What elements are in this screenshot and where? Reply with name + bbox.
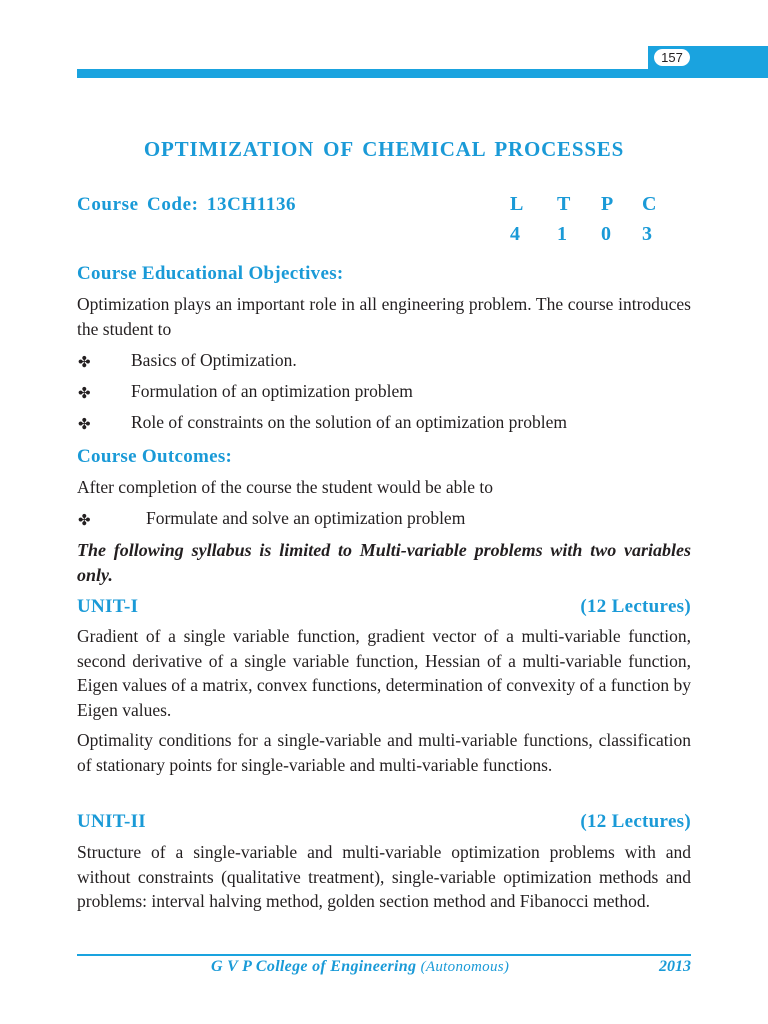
footer-rule [77,954,691,956]
unit-2-lectures: (12 Lectures) [580,811,691,832]
bullet-icon: ✤ [78,386,91,402]
ltpc-header-p: P [601,193,614,215]
footer-autonomous: (Autonomous) [420,959,510,975]
outcomes-heading: Course Outcomes: [77,446,233,467]
objectives-heading: Course Educational Objectives: [77,263,344,284]
objective-item: Basics of Optimization. [131,350,297,370]
header-bar [77,69,768,78]
ltpc-header-l: L [510,193,524,215]
unit-1-lectures: (12 Lectures) [580,596,691,617]
page-number: 157 [654,49,690,66]
unit-1-header [77,596,691,618]
ltpc-value-t: 1 [557,223,567,245]
course-code: Course Code: 13CH1136 [77,194,297,215]
ltpc-header-t: T [557,193,571,215]
unit-2-paragraph-1: Structure of a single-variable and multi-variable optimization problems with and without constraints (qualitative treatment), single-variable optimization methods and problems: interval halving method, golden section method and Fibanocci method. [77,842,691,911]
outcomes-intro: After completion of the course the student would be able to [77,477,493,497]
objectives-intro: Optimization plays an important role in all engineering problem. The course introduces the student to [77,294,691,339]
unit-1-paragraph-1: Gradient of a single variable function, gradient vector of a multi-variable function, second derivative of a single variable function, Hessian of a multi-variable function, Eigen values of a matrix, convex functions, determination of convexity of a function by Eigen values. [77,626,691,720]
ltpc-value-p: 0 [601,223,611,245]
ltpc-header-c: C [642,193,657,215]
unit-1-paragraph-2: Optimality conditions for a single-variable and multi-variable functions, classification of stationary points for single-variable and multi-variable functions. [77,730,691,775]
bullet-icon: ✤ [78,513,91,529]
ltpc-value-c: 3 [642,223,652,245]
unit-2-header [77,811,691,833]
ltpc-value-l: 4 [510,223,520,245]
footer-college-name: G V P College of Engineering [211,958,417,975]
syllabus-note: The following syllabus is limited to Multi-variable problems with two variables only. [77,540,691,585]
outcome-item: Formulate and solve an optimization problem [146,508,466,528]
objective-item: Role of constraints on the solution of an optimization problem [131,412,567,432]
footer-college [211,958,509,976]
bullet-icon: ✤ [78,417,91,433]
objective-item: Formulation of an optimization problem [131,381,413,401]
course-title: OPTIMIZATION OF CHEMICAL PROCESSES [143,137,625,161]
unit-1-title: UNIT-I [77,596,139,617]
footer-year: 2013 [659,958,691,975]
unit-2-title: UNIT-II [77,811,146,832]
bullet-icon: ✤ [78,355,91,371]
